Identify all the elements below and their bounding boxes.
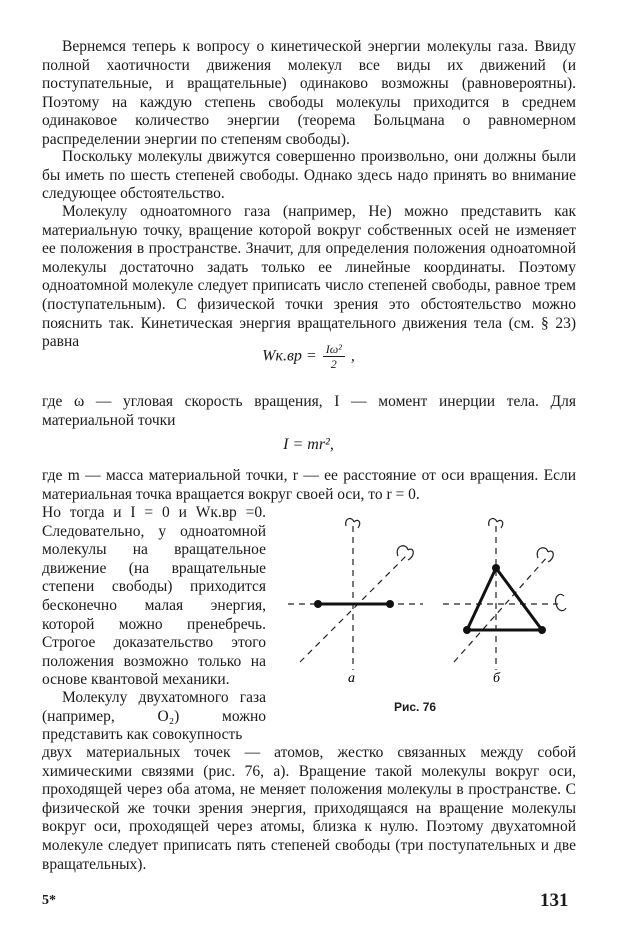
formula-numerator: Iω²: [323, 342, 345, 357]
formula-denominator: 2: [330, 357, 337, 371]
axis-diagonal-a: [300, 554, 408, 662]
figure-76: [278, 512, 578, 692]
formula-rotational-energy: [0, 342, 617, 372]
rotation-arrow-icon: [556, 594, 566, 610]
atom-dot: [386, 600, 394, 608]
paragraph-4: где ω — угловая скорость вращения, I — момент инерции тела. Для материальной точки: [42, 393, 576, 429]
atom-dot: [538, 626, 546, 634]
rotation-arrow-icon: [397, 546, 413, 560]
figure-label-b: б: [493, 671, 501, 686]
paragraph-2: Поскольку молекулы движутся совершенно произвольно, они должны были бы иметь по шесть степеней свободы. Однако здесь надо принять во внимание следующее обстоятельство.: [42, 148, 576, 203]
signature-mark: 5*: [42, 893, 56, 908]
formula-tail: ,: [350, 347, 355, 365]
figure-caption: Рис. 76: [394, 700, 437, 714]
atom-dot: [314, 600, 322, 608]
page-number: 131: [540, 890, 569, 911]
atom-dot: [492, 564, 500, 572]
triangle-bonds: [467, 568, 542, 630]
paragraph-8: двух материальных точек — атомов, жестко связанных между собой химическими связями (рис. 76, а). Вращение такой молекулы вокруг оси, проходящей через оба атома, не меняет положения молекулы в пространстве. С физической же точки зрения энергия, приходящаяся на вращение молекулы вокруг оси, проходящей через атомы, близка к нулю. Поэтому двухатомной молекуле следует приписать пять степеней свободы (три поступательных и две вращательных).: [42, 744, 576, 873]
paragraph-7: Молекулу двухатомного газа (например, O₂) можно представить как совокупность: [42, 689, 266, 744]
paragraph-3: Молекулу одноатомного газа (например, He) можно представить как материальную точку, вращение которой вокруг собственных осей не изменяет ее положения в пространстве. Значит, для определения положения одноатомной молекулы достаточно задать только ее линейные координаты. Поэтому одноатомной молекуле следует приписать число степеней свободы, равное трем (поступательным). С физической точки зрения это обстоятельство можно пояснить так. Кинетическая энергия вращательного движения тела (см. § 23) равна: [42, 203, 576, 351]
figure-label-a: а: [348, 671, 355, 686]
formula-lhs: Wк.вр =: [262, 347, 317, 365]
figure-a-diatomic: [288, 519, 423, 686]
formula-moment-of-inertia: I = mr²,: [283, 436, 334, 453]
atom-dot: [463, 626, 471, 634]
formula-fraction: [323, 342, 345, 372]
figure-b-triatomic: [443, 519, 566, 686]
paragraph-5: где m — масса материальной точки, r — ее расстояние от оси вращения. Если материальная точка вращается вокруг своей оси, то r = 0.: [42, 467, 576, 503]
axis-diagonal-b: [454, 556, 548, 662]
paragraph-6: Но тогда и I = 0 и Wк.вр =0. Следовательно, у одноатомной молекулы на вращательное движение (на вращательные степени свободы) приходится бесконечно малая энергия, которой можно пренебречь. Строгое доказательство этого положения возможно только на основе квантовой механики.: [42, 504, 266, 689]
paragraph-1: Вернемся теперь к вопросу о кинетической энергии молекулы газа. Ввиду полной хаотичности движения молекул все виды их движений (и поступательные, и вращательные) одинаково возможны (равновероятны). Поэтому на каждую степень свободы молекулы приходится в среднем одинаковое количество энергии (теорема Больцмана о равномерном распределении энергии по степеням свободы).: [42, 38, 576, 148]
